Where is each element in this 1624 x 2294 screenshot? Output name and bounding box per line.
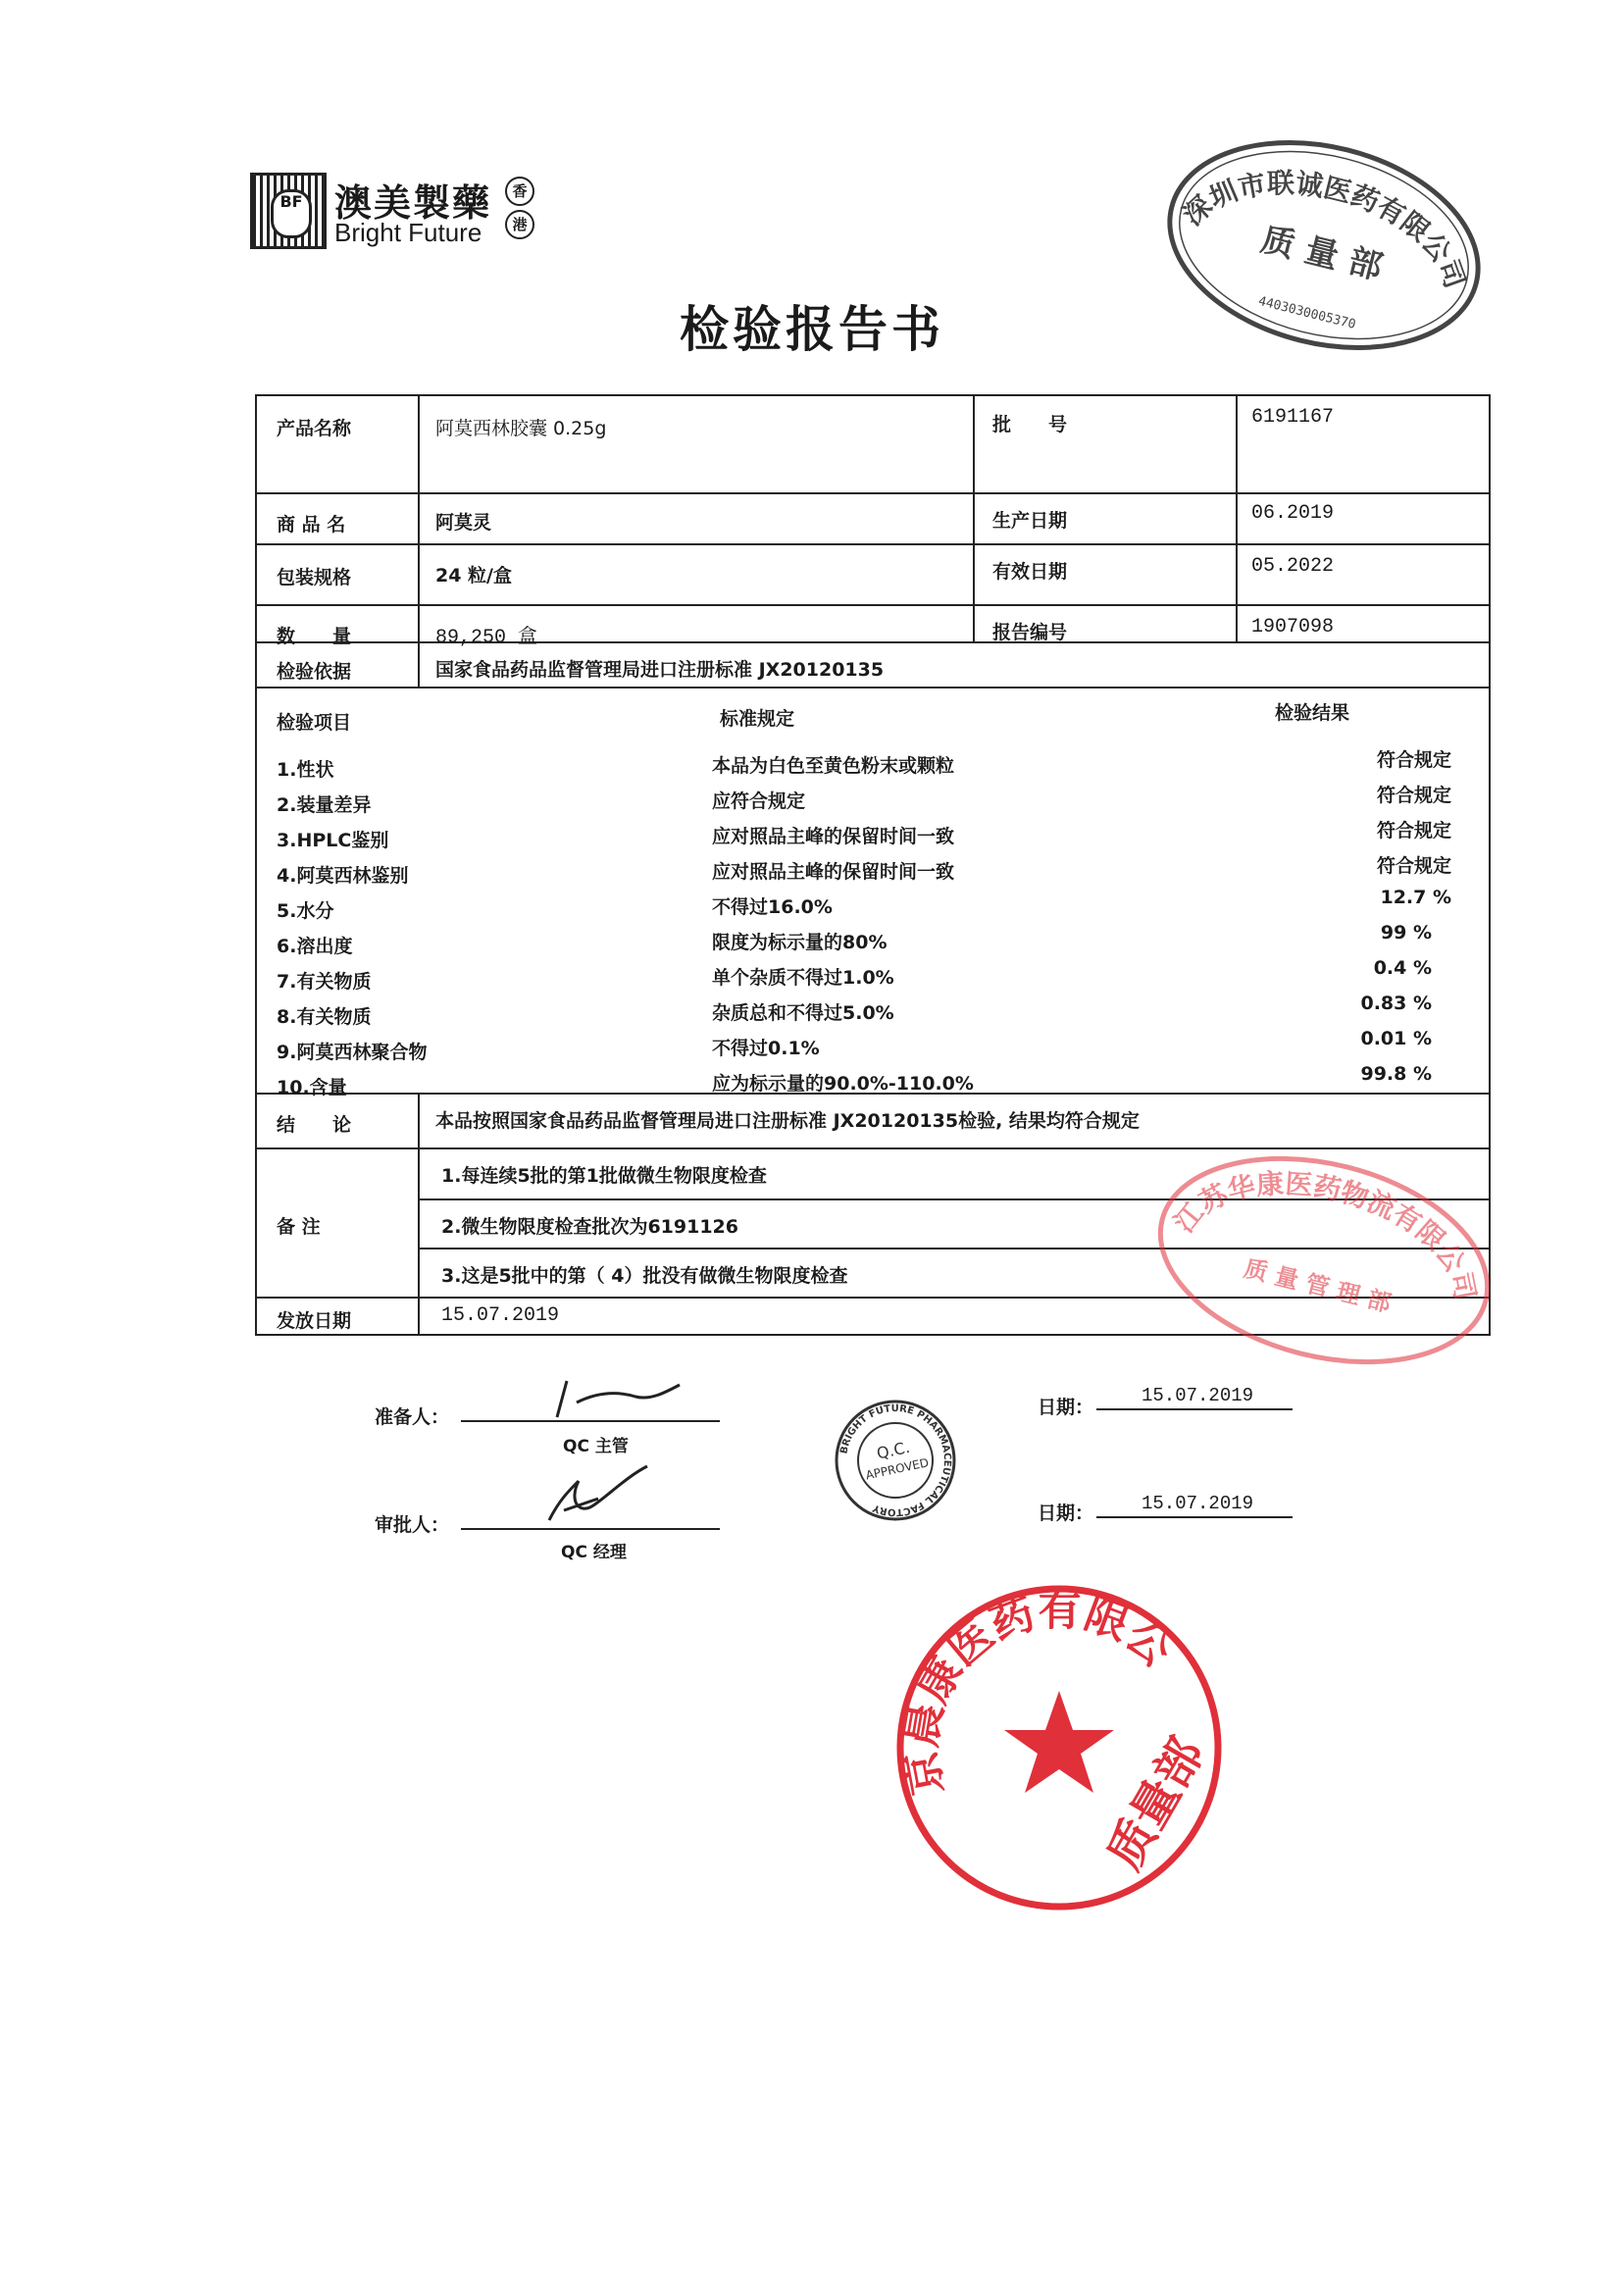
company-seal-stamp-red-oval (1147, 1147, 1500, 1373)
test-name: 7.有关物质 (277, 971, 372, 993)
test-result: 符合规定 (1376, 785, 1451, 806)
test-result: 99.8 % (1360, 1063, 1432, 1085)
test-name: 6.溶出度 (277, 936, 353, 957)
gray-stamp-dept: 质 量 部 (1257, 220, 1387, 288)
test-standard: 应对照品主峰的保留时间一致 (712, 861, 955, 883)
report-no-value: 1907098 (1251, 616, 1335, 638)
test-result: 符合规定 (1376, 855, 1451, 877)
date-value-1: 15.07.2019 (1142, 1385, 1254, 1406)
qc-approved-stamp (832, 1397, 959, 1524)
test-standard: 单个杂质不得过1.0% (712, 967, 894, 989)
qc-stamp-approved: APPROVED (864, 1455, 931, 1483)
logo-english-name: Bright Future (334, 218, 482, 247)
test-name: 5.水分 (277, 900, 334, 922)
basis-label: 检验依据 (277, 661, 352, 683)
logo-hk-badge-2: 港 (505, 210, 534, 239)
test-result: 0.4 % (1373, 957, 1432, 979)
test-standard: 杂质总和不得过5.0% (712, 1002, 894, 1024)
gray-stamp-ring-text: 深圳市联诚医药有限公司 (1176, 167, 1472, 293)
approved-by-role: QC 经理 (561, 1543, 627, 1562)
logo-mark (250, 173, 327, 249)
remark-item: 1.每连续5批的第1批做微生物限度检查 (441, 1165, 767, 1187)
date-label-1: 日期： (1038, 1397, 1094, 1418)
test-standard: 限度为标示量的80% (712, 932, 888, 953)
test-name: 8.有关物质 (277, 1006, 372, 1028)
red-oval-ring-text: 江苏华康医药物流有限公司 (1167, 1167, 1482, 1303)
test-item-header: 检验项目 (277, 712, 352, 734)
table-row-line (255, 604, 1491, 606)
test-standard: 本品为白色至黄色粉末或颗粒 (712, 755, 955, 777)
red-seal-dept: 质量部 (1096, 1728, 1215, 1879)
test-result: 99 % (1380, 922, 1432, 943)
release-date-label: 发放日期 (277, 1310, 352, 1332)
test-name: 10.含量 (277, 1077, 347, 1098)
qc-stamp-center: Q.C. (875, 1437, 912, 1463)
test-result: 符合规定 (1376, 749, 1451, 771)
basis-value: 国家食品药品监督管理局进口注册标准 JX20120135 (435, 659, 885, 681)
red-oval-dept: 质 量 管 理 部 (1241, 1253, 1395, 1318)
table-row-line (255, 492, 1491, 494)
star-icon (1004, 1691, 1114, 1793)
test-result-header: 检验结果 (1275, 702, 1350, 724)
logo-hk-badges (505, 177, 534, 243)
test-standard: 不得过0.1% (712, 1038, 820, 1059)
date-value-2: 15.07.2019 (1142, 1493, 1254, 1514)
test-name: 3.HPLC鉴别 (277, 830, 389, 851)
remark-item: 3.这是5批中的第（ 4）批没有做微生物限度检查 (441, 1265, 848, 1287)
batch-value: 6191167 (1251, 406, 1335, 429)
test-standard: 应对照品主峰的保留时间一致 (712, 826, 955, 847)
mfg-date-label: 生产日期 (992, 510, 1068, 532)
batch-label: 批 号 (992, 414, 1068, 435)
product-name-label: 产品名称 (277, 418, 352, 439)
remark-item: 2.微生物限度检查批次为6191126 (441, 1216, 738, 1238)
test-name: 1.性状 (277, 759, 334, 781)
logo-hk-badge-1: 香 (505, 177, 534, 206)
exp-date-value: 05.2022 (1251, 555, 1335, 578)
conclusion-text: 本品按照国家食品药品监督管理局进口注册标准 JX20120135检验, 结果均符合规定 (435, 1110, 1140, 1132)
logo-mark-letters: BF (271, 189, 312, 238)
test-result: 0.01 % (1360, 1028, 1432, 1049)
test-name: 4.阿莫西林鉴别 (277, 865, 409, 887)
svg-text:BRIGHT FUTURE PHARMACEUTICAL F (838, 1403, 952, 1517)
prepared-by-role: QC 主管 (563, 1437, 629, 1456)
company-seal-stamp-gray (1157, 127, 1491, 363)
test-standard: 应为标示量的90.0%-110.0% (712, 1073, 974, 1095)
release-date-value: 15.07.2019 (441, 1304, 560, 1327)
trade-name-label: 商 品 名 (277, 514, 346, 535)
red-seal-ring-text: 南京晨康医药有限公司 (895, 1585, 1182, 1800)
test-result: 0.83 % (1360, 993, 1432, 1014)
table-col-line (418, 394, 420, 687)
date-label-2: 日期： (1038, 1503, 1094, 1524)
table-row-line (255, 543, 1491, 545)
remarks-label: 备 注 (277, 1216, 321, 1238)
document-title: 检验报告书 (680, 300, 944, 358)
qc-stamp-ring-text: BRIGHT FUTURE PHARMACEUTICAL FACTORY (838, 1402, 953, 1518)
approved-by-label: 审批人： (375, 1514, 450, 1536)
report-no-label: 报告编号 (992, 622, 1068, 643)
table-row-line (255, 687, 1491, 688)
test-name: 2.装量差异 (277, 794, 372, 816)
quantity-label: 数 量 (277, 626, 352, 647)
prepared-by-label: 准备人： (375, 1406, 450, 1428)
conclusion-label: 结 论 (277, 1114, 352, 1136)
mfg-date-value: 06.2019 (1251, 502, 1335, 525)
date-line-1 (1096, 1408, 1293, 1410)
test-std-header: 标准规定 (720, 708, 795, 730)
date-line-2 (1096, 1516, 1293, 1518)
test-result: 符合规定 (1376, 820, 1451, 841)
table-border-top (255, 394, 1491, 396)
quantity-value: 89,250 盒 (435, 627, 538, 649)
table-border-left (255, 394, 257, 1336)
pack-label: 包装规格 (277, 567, 352, 588)
approved-signature (539, 1461, 657, 1530)
table-col-line (1236, 394, 1238, 641)
company-logo (250, 173, 623, 249)
logo-chinese-name: 澳美製藥 (334, 180, 492, 225)
table-col-line (418, 1093, 420, 1336)
gray-stamp-code: 4403030005370 (1256, 293, 1357, 332)
table-col-line (973, 394, 975, 641)
product-name-value: 阿莫西林胶囊 0.25g (435, 418, 607, 439)
exp-date-label: 有效日期 (992, 561, 1068, 583)
pack-value: 24 粒/盒 (435, 565, 512, 586)
test-result: 12.7 % (1380, 887, 1451, 908)
test-name: 9.阿莫西林聚合物 (277, 1042, 428, 1063)
test-standard: 应符合规定 (712, 790, 806, 812)
trade-name-value: 阿莫灵 (435, 512, 492, 534)
test-standard: 不得过16.0% (712, 896, 833, 918)
quality-dept-seal-stamp (883, 1581, 1236, 1914)
prepared-signature (537, 1373, 685, 1422)
